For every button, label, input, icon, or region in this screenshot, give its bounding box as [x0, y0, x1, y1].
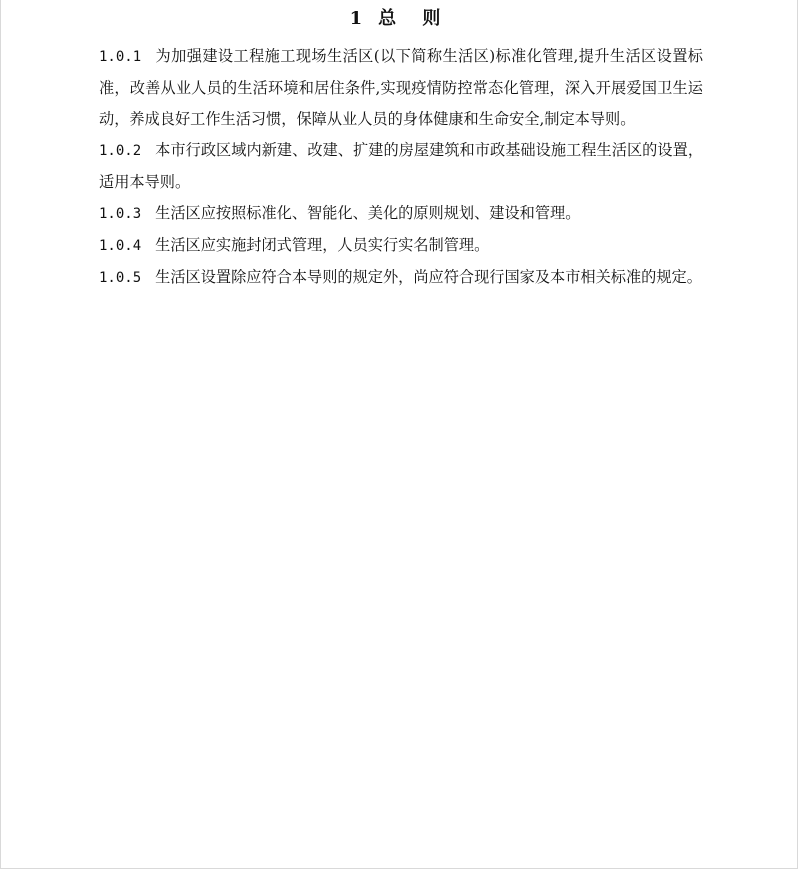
clause-1-0-4: [99, 230, 703, 262]
chapter-heading: [1, 7, 798, 31]
clause-1-0-5: [99, 262, 703, 294]
clause-number: 1.0.5: [99, 270, 142, 286]
clause-number: 1.0.4: [99, 238, 142, 254]
clause-number: 1.0.3: [99, 206, 142, 222]
clause-1-0-1: [99, 41, 703, 135]
clause-text: 生活区应实施封闭式管理，人员实行实名制管理。: [155, 236, 490, 254]
clause-list: [99, 41, 703, 294]
chapter-title: 总 则: [378, 8, 451, 29]
clause-text: 本市行政区域内新建、改建、扩建的房屋建筑和市政基础设施工程生活区的设置，适用本导则。: [99, 141, 703, 191]
clause-number: 1.0.1: [99, 49, 142, 65]
clause-number: 1.0.2: [99, 143, 142, 159]
clause-text: 为加强建设工程施工现场生活区(以下简称生活区)标准化管理,提升生活区设置标准，改善从业人员的生活环境和居住条件,实现疫情防控常态化管理，深入开展爱国卫生运动，养成良好工作生活习惯，保障从业人员的身体健康和生命安全,制定本导则。: [99, 47, 703, 128]
clause-text: 生活区应按照标准化、智能化、美化的原则规划、建设和管理。: [155, 204, 581, 222]
clause-1-0-3: [99, 198, 703, 230]
chapter-number: 1: [349, 8, 365, 29]
clause-text: 生活区设置除应符合本导则的规定外，尚应符合现行国家及本市相关标准的规定。: [155, 268, 702, 286]
clause-1-0-2: [99, 135, 703, 198]
